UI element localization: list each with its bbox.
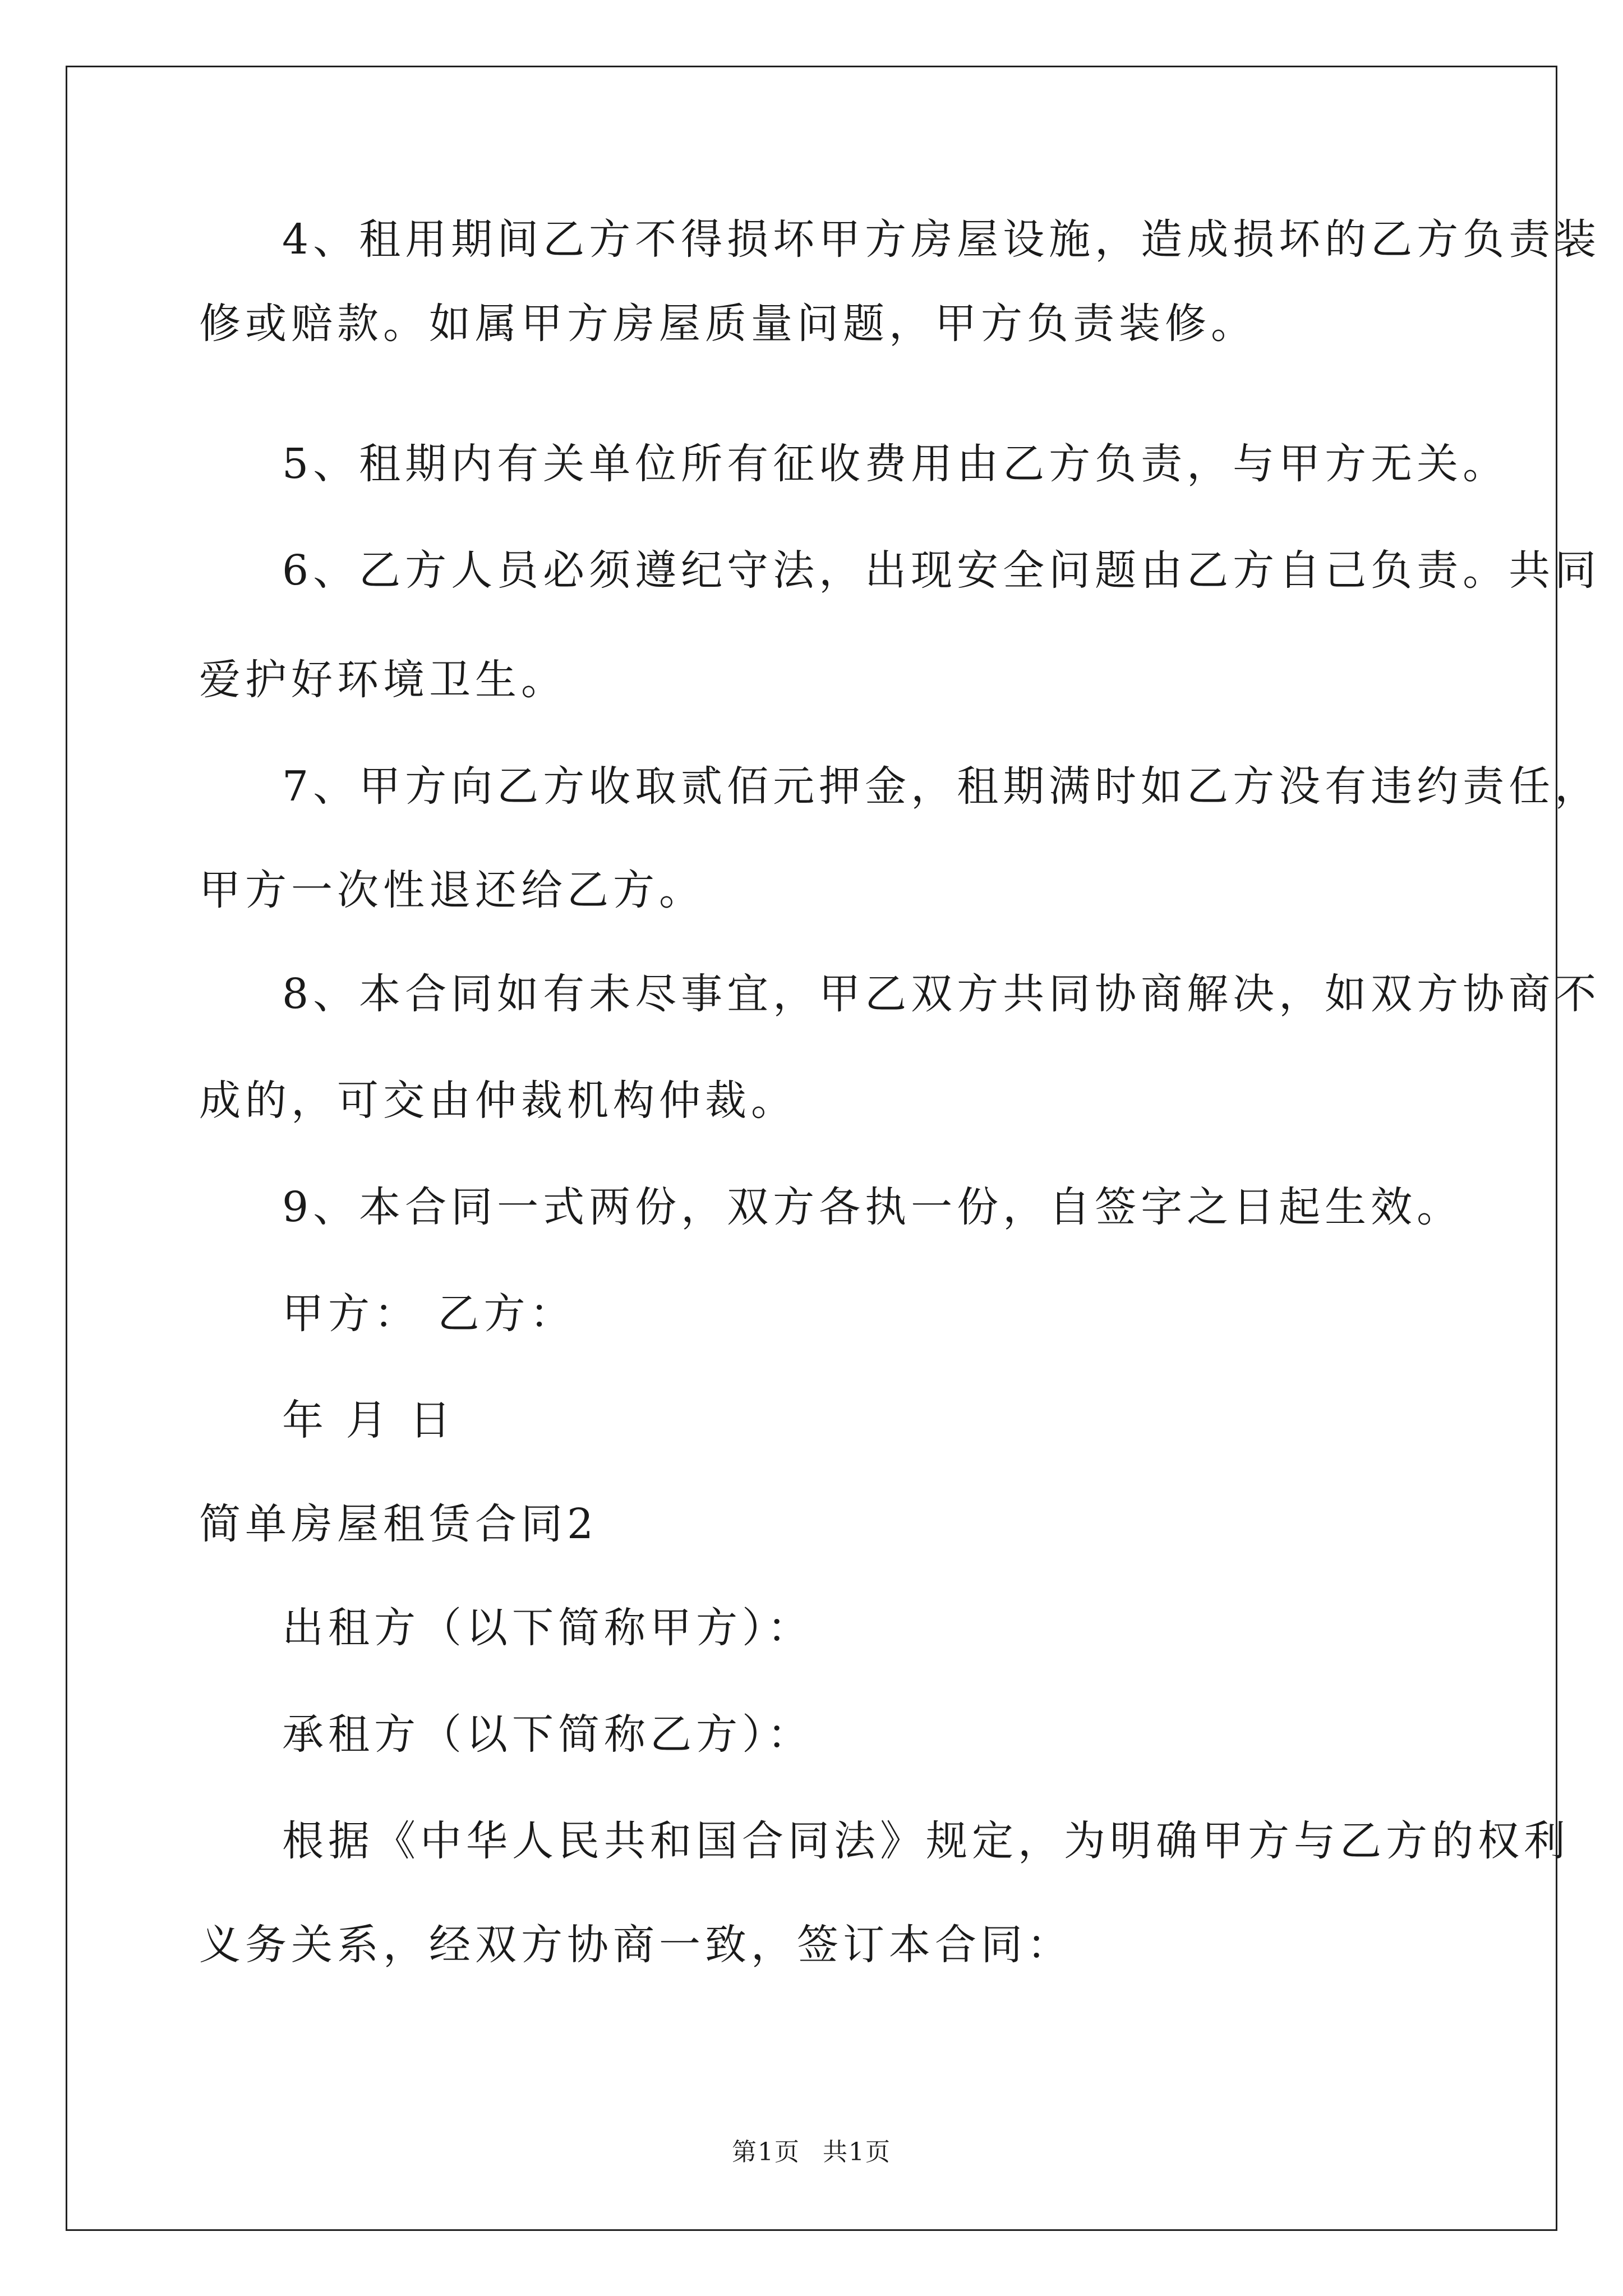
- clause-5-line-1: 5、租期内有关单位所有征收费用由乙方负责，与甲方无关。: [282, 440, 1509, 488]
- lessee-line: 承租方（以下简称乙方）：: [282, 1710, 813, 1759]
- lessor-line: 出租方（以下简称甲方）：: [282, 1604, 813, 1652]
- preamble-line-2: 义务关系，经双方协商一致，签订本合同：: [199, 1921, 1073, 1969]
- clause-6-line-2: 爱护好环境卫生。: [199, 656, 567, 704]
- page-footer: [0, 2132, 1623, 2168]
- clause-7-line-2: 甲方一次性退还给乙方。: [199, 866, 705, 914]
- clause-6-line-1: 6、乙方人员必须遵纪守法，出现安全问题由乙方自己负责。共同: [282, 546, 1601, 595]
- preamble-line-1: 根据《中华人民共和国合同法》规定，为明确甲方与乙方的权利: [282, 1817, 1570, 1865]
- clause-8-line-2: 成的，可交由仲裁机构仲裁。: [199, 1076, 797, 1125]
- page-total: 共1页: [823, 2138, 891, 2166]
- clause-8-line-1: 8、本合同如有未尽事宜，甲乙双方共同协商解决，如双方协商不: [282, 970, 1601, 1018]
- signature-date: 年 月 日: [282, 1396, 456, 1444]
- section-title: 简单房屋租赁合同2: [199, 1500, 598, 1548]
- clause-7-line-1: 7、甲方向乙方收取贰佰元押金，租期满时如乙方没有违约责任，: [282, 762, 1601, 811]
- page-number: 第1页: [732, 2138, 800, 2166]
- clause-9-line-1: 9、本合同一式两份，双方各执一份，自签字之日起生效。: [282, 1183, 1463, 1231]
- signature-parties: 甲方： 乙方：: [282, 1290, 576, 1338]
- page-border: [66, 66, 1557, 2231]
- clause-4-line-1: 4、租用期间乙方不得损坏甲方房屋设施，造成损坏的乙方负责装: [282, 215, 1601, 264]
- clause-4-line-2: 修或赔款。如属甲方房屋质量问题，甲方负责装修。: [199, 300, 1257, 348]
